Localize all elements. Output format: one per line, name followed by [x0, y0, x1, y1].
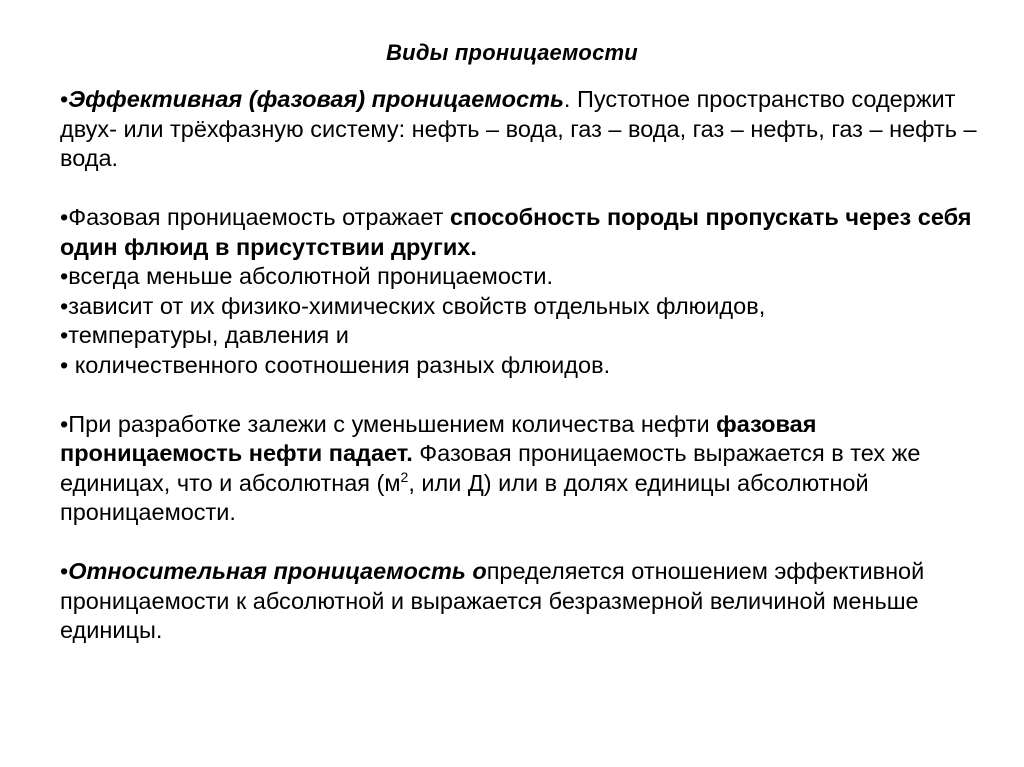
- paragraph-development: [60, 410, 995, 528]
- paragraph-relative-permeability: [60, 557, 995, 646]
- superscript: 2: [400, 468, 409, 485]
- paragraph-text: Фазовая проницаемость выражается в тех же единицах, что и абсолютная (м: [60, 440, 921, 496]
- bullet-item: • количественного соотношения разных флюидов.: [60, 351, 611, 378]
- spacer: [60, 380, 995, 410]
- paragraph-text: , или Д) или в долях единицы абсолютной проницаемости.: [60, 469, 869, 525]
- bullet: •: [60, 558, 69, 584]
- bullet-item: •температуры, давления и: [60, 322, 349, 348]
- paragraph-text: •При разработке залежи с уменьшением количества нефти: [60, 410, 717, 437]
- spacer: [60, 528, 995, 558]
- paragraph-phase-permeability: [60, 203, 995, 262]
- bullet-item: •зависит от их физико-химических свойств отдельных флюидов,: [60, 292, 766, 319]
- term-relative-permeability: Относительная проницаемость о: [68, 558, 487, 584]
- paragraph-effective-permeability: [60, 85, 995, 174]
- paragraph-text: . Пустотное пространство содержит двух- или трёхфазную систему: нефть – вода, газ – вода, газ – нефть, газ – нефть – вода.: [60, 86, 977, 171]
- bold-text: фазовая проницаемость нефти падает.: [60, 410, 817, 466]
- slide-title: Виды проницаемости: [386, 40, 638, 65]
- slide-content: [60, 85, 995, 646]
- paragraph-text: •Фазовая проницаемость отражает: [60, 204, 450, 230]
- bullet: •: [60, 86, 69, 112]
- paragraph-text: пределяется отношением эффективной проницаемости к абсолютной и выражается безразмерной величиной меньше единицы.: [60, 558, 925, 643]
- bullet-item: •всегда меньше абсолютной проницаемости.: [60, 263, 554, 289]
- term-effective-permeability: Эффективная (фазовая) проницаемость: [68, 86, 564, 112]
- spacer: [60, 174, 995, 204]
- bold-text: способность породы пропускать через себя один флюид в присутствии других.: [60, 204, 972, 260]
